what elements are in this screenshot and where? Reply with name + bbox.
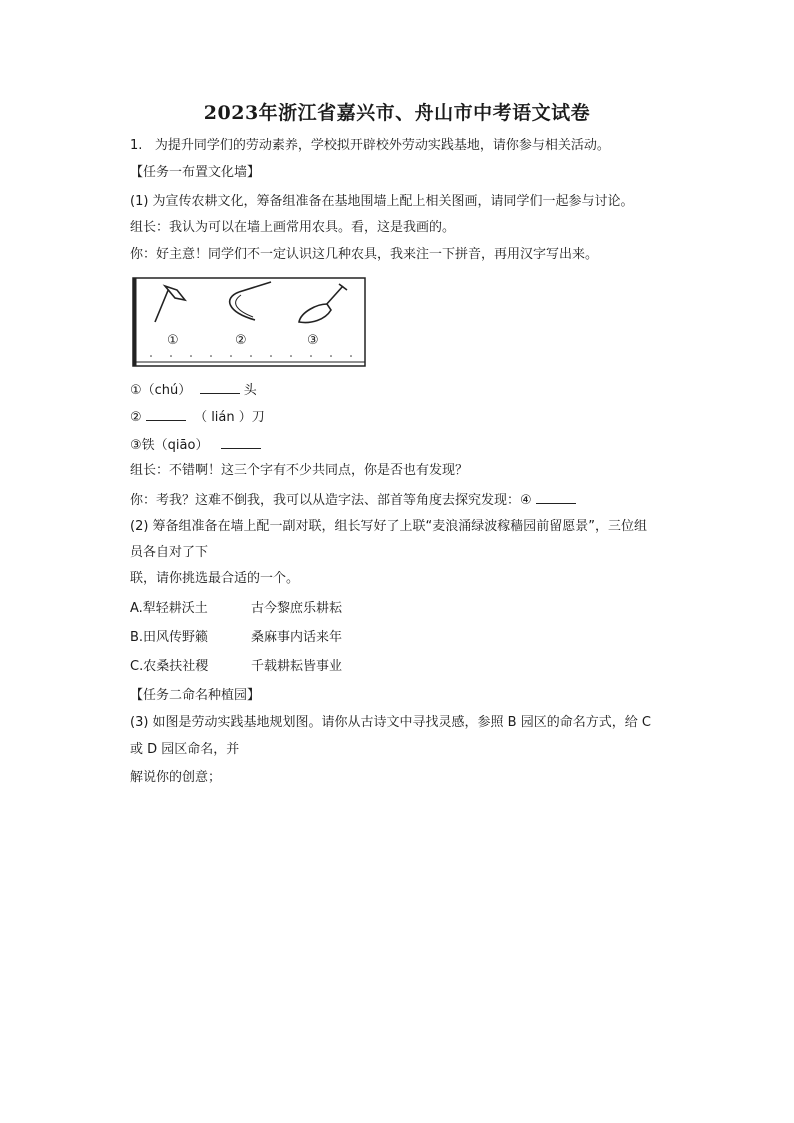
- option-a-text: 古今黎庶乐耕耘: [251, 601, 343, 616]
- farm-tools-figure: [131, 276, 367, 368]
- part-3-prompt-line-1: (3) 如图是劳动实践基地规划图。请你从古诗文中寻找灵感，参照 B 园区的命名方式，给 C: [130, 715, 651, 730]
- part-3-prompt-line-3: 解说你的创意；: [130, 770, 222, 785]
- task-1-heading: 【任务一布置文化墙】: [130, 165, 261, 180]
- task-2-heading: 【任务二命名种植园】: [130, 688, 261, 703]
- part-2-prompt-line-1: (2) 筹备组准备在墙上配一副对联，组长写好了上联“麦浪涌绿波稼穑园前留愿景”，三位组: [130, 519, 648, 534]
- answer-blank-4[interactable]: [536, 490, 576, 504]
- leader-dialog-1: 组长：我认为可以在墙上画常用农具。看，这是我画的。: [130, 220, 456, 235]
- option-c-label[interactable]: C.农桑扶社稷: [130, 659, 209, 674]
- part-2-prompt-line-2: 员各自对了下: [130, 545, 209, 560]
- blank-1: ①（chú） 头: [130, 380, 257, 400]
- figure-label-3: ③: [307, 333, 319, 348]
- figure-label-1: ①: [167, 333, 179, 348]
- option-c-text: 千载耕耘皆事业: [251, 659, 343, 674]
- part-2-prompt-line-3: 联，请你挑选最合适的一个。: [130, 571, 300, 586]
- part-3-prompt-line-2: 或 D 园区命名，并: [130, 742, 240, 757]
- option-b-text: 桑麻事内话来年: [251, 630, 343, 645]
- part-1-prompt: (1) 为宣传农耕文化，筹备组准备在基地围墙上配上相关图画，请同学们一起参与讨论。: [130, 194, 634, 209]
- question-text: 为提升同学们的劳动素养，学校拟开辟校外劳动实践基地，请你参与相关活动。: [154, 138, 610, 153]
- leader-dialog-2: 组长：不错啊！这三个字有不少共同点，你是否也有发现？: [130, 463, 469, 478]
- page-title: 2023年浙江省嘉兴市、舟山市中考语文试卷: [203, 102, 591, 124]
- question-number: 1.: [130, 138, 143, 153]
- blank-2: ② （ lián ）刀: [130, 407, 265, 427]
- you-dialog-2: 你：考我？这难不倒我，我可以从造字法、部首等角度去探究发现：④: [130, 490, 576, 510]
- blank-3: ③铁（qiāo）: [130, 435, 261, 455]
- question-1-intro: [130, 137, 610, 155]
- answer-blank-2[interactable]: [146, 407, 186, 421]
- figure-label-2: ②: [235, 333, 247, 348]
- answer-blank-1[interactable]: [200, 380, 240, 394]
- option-a-label[interactable]: A.犁轻耕沃土: [130, 601, 208, 616]
- option-b-label[interactable]: B.田风传野籁: [130, 630, 209, 645]
- answer-blank-3[interactable]: [221, 435, 261, 449]
- you-dialog-1: 你：好主意！同学们不一定认识这几种农具，我来注一下拼音，再用汉字写出来。: [130, 247, 599, 262]
